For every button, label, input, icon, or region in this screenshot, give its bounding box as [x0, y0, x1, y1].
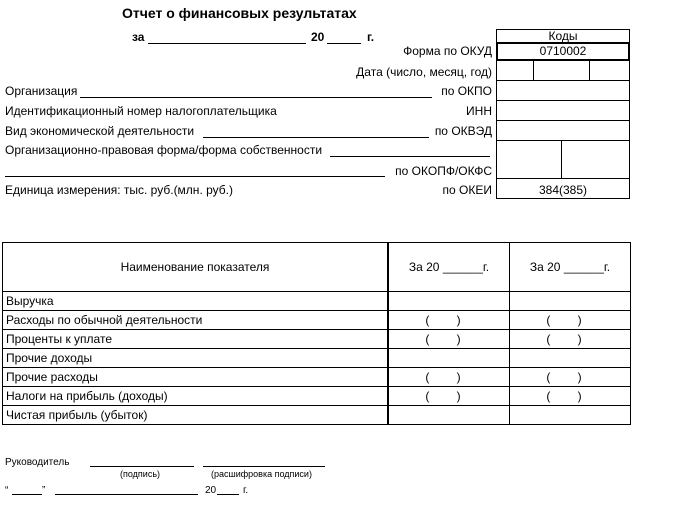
- period-year-prefix: 20: [311, 30, 325, 44]
- financial-results-table: [2, 242, 631, 425]
- okved-label: по ОКВЭД: [434, 124, 492, 138]
- okei-value[interactable]: 384(385): [538, 183, 588, 197]
- legal-form-label: Организационно-правовая форма/форма собственности: [5, 143, 323, 157]
- date-label: Дата (число, месяц, год): [356, 65, 492, 79]
- codes-header: Коды: [548, 29, 578, 43]
- year-suffix: г.: [243, 485, 249, 496]
- value-cell[interactable]: ( ): [388, 368, 510, 387]
- unit-label: Единица измерения: тыс. руб.(млн. руб.): [5, 183, 233, 197]
- row-label: Проценты к уплате: [3, 330, 389, 349]
- quote-open: “: [5, 485, 9, 496]
- legal-form-field[interactable]: [330, 156, 490, 157]
- okud-value[interactable]: 0710002: [539, 44, 587, 58]
- okei-label: по ОКЕИ: [442, 183, 492, 197]
- head-label: Руководитель: [5, 457, 70, 468]
- day-field[interactable]: [12, 494, 42, 495]
- col-name-header: Наименование показателя: [3, 243, 389, 292]
- okopf-split: [561, 140, 562, 179]
- value-cell[interactable]: ( ): [388, 330, 510, 349]
- value-cell[interactable]: [388, 406, 510, 425]
- activity-field[interactable]: [203, 137, 429, 138]
- value-cell[interactable]: [510, 406, 631, 425]
- table-row: [3, 311, 631, 330]
- year-field[interactable]: [217, 494, 239, 495]
- value-cell[interactable]: ( ): [388, 311, 510, 330]
- row-label: Прочие расходы: [3, 368, 389, 387]
- row-label: Чистая прибыль (убыток): [3, 406, 389, 425]
- codes-divider: [496, 120, 630, 121]
- period-prefix: за: [132, 30, 145, 44]
- codes-divider: [496, 140, 630, 141]
- value-cell[interactable]: ( ): [388, 387, 510, 406]
- value-cell[interactable]: ( ): [510, 330, 631, 349]
- quote-close: ”: [42, 485, 46, 496]
- table-row: [3, 330, 631, 349]
- table-row: [3, 349, 631, 368]
- sign-hint: (подпись): [120, 469, 161, 479]
- codes-divider: [496, 100, 630, 101]
- value-cell[interactable]: ( ): [510, 387, 631, 406]
- legal-form-field-2[interactable]: [5, 176, 385, 177]
- value-cell[interactable]: [510, 349, 631, 368]
- decode-field[interactable]: [203, 466, 325, 467]
- value-cell[interactable]: ( ): [510, 368, 631, 387]
- value-cell[interactable]: [388, 349, 510, 368]
- signature-field[interactable]: [90, 466, 194, 467]
- period-year-field[interactable]: [327, 43, 361, 44]
- row-label: Расходы по обычной деятельности: [3, 311, 389, 330]
- org-field[interactable]: [80, 97, 432, 98]
- period-date-field[interactable]: [148, 43, 306, 44]
- okpo-label: по ОКПО: [441, 84, 492, 98]
- row-label: Прочие доходы: [3, 349, 389, 368]
- inn-label: ИНН: [466, 104, 492, 118]
- page-title: Отчет о финансовых результатах: [122, 5, 357, 21]
- period-suffix: г.: [367, 30, 375, 44]
- value-cell[interactable]: [510, 292, 631, 311]
- col-period-1: За 20 ______г.: [388, 243, 510, 292]
- table-header-row: [3, 243, 631, 292]
- row-label: Выручка: [3, 292, 389, 311]
- value-cell[interactable]: [388, 292, 510, 311]
- table-row: [3, 387, 631, 406]
- inn-field-label: Идентификационный номер налогоплательщика: [5, 104, 277, 118]
- value-cell[interactable]: ( ): [510, 311, 631, 330]
- decode-hint: (расшифровка подписи): [211, 469, 312, 479]
- okud-label: Форма по ОКУД: [403, 44, 492, 58]
- row-label: Налоги на прибыль (доходы): [3, 387, 389, 406]
- table-row: [3, 292, 631, 311]
- table-row: [3, 406, 631, 425]
- table-row: [3, 368, 631, 387]
- activity-label: Вид экономической деятельности: [5, 124, 195, 138]
- date-cells[interactable]: [533, 61, 590, 81]
- org-label: Организация: [5, 84, 78, 98]
- col-period-2: За 20 ______г.: [510, 243, 631, 292]
- codes-divider: [496, 178, 630, 179]
- year-prefix: 20: [205, 485, 217, 496]
- okopf-label: по ОКОПФ/ОКФС: [395, 164, 492, 178]
- month-field[interactable]: [55, 494, 198, 495]
